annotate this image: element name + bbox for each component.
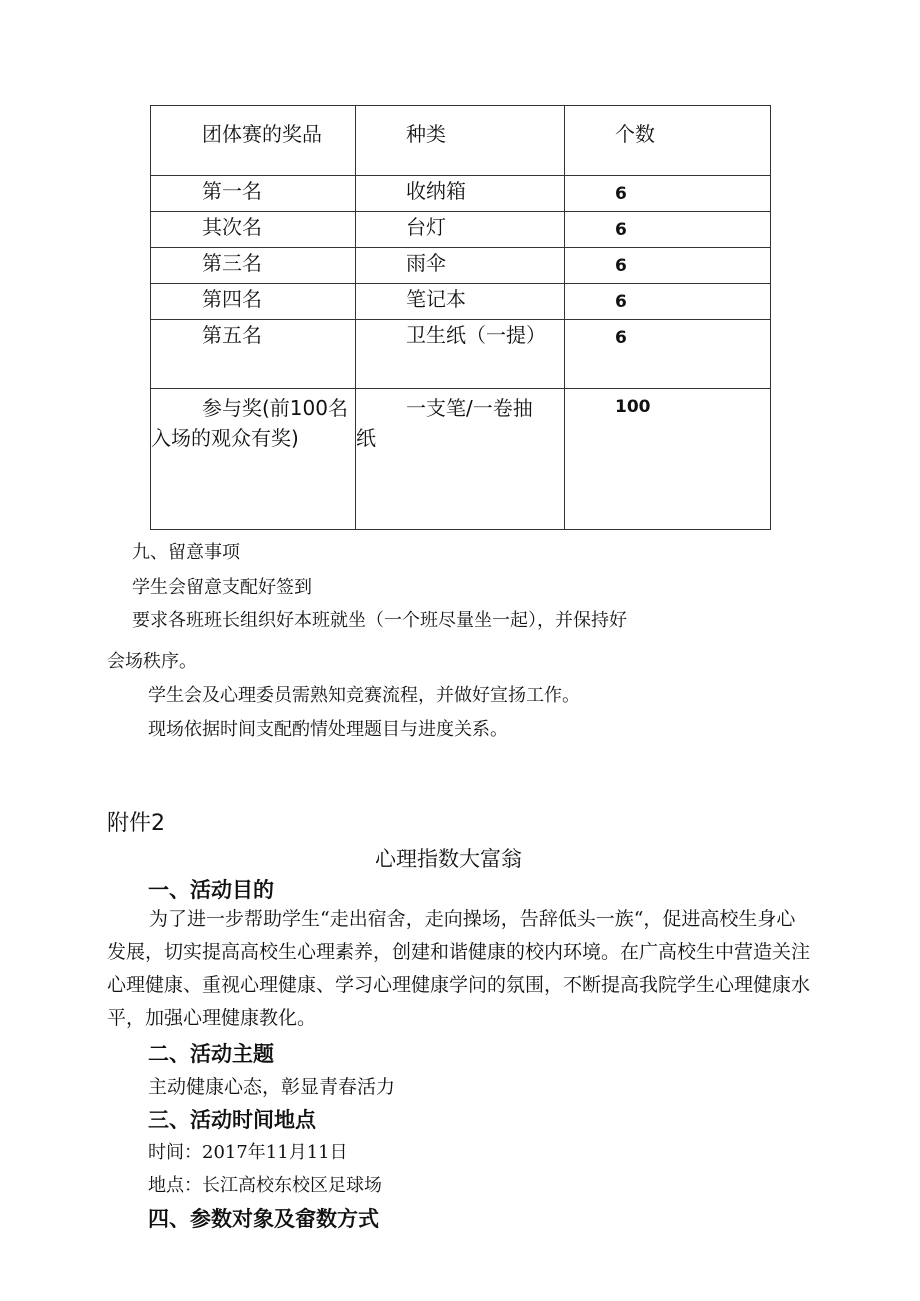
rank-cell: 其次名 [151, 212, 356, 248]
appendix-label: 附件2 [107, 811, 165, 836]
item-cell: 台灯 [356, 212, 565, 248]
note-item: 学生会留意支配好签到 [132, 577, 312, 598]
table-row [151, 248, 771, 284]
section-body: 为了进一步帮助学生“走出宿舍，走向操场，告辞低头一族“，促进高校生身心发展，切实提高高校生心理素养，创建和谐健康的校内环境。在广高校生中营造关注心理健康、重视心理健康、学习心理健康学问的氛围，不断提高我院学生心理健康水平，加强心理健康教化。 [107, 908, 811, 1029]
table-header-row [151, 106, 771, 176]
item-cell: 收纳箱 [356, 176, 565, 212]
section-heading: 二、活动主题 [148, 1042, 274, 1066]
note-item: 会场秩序。 [107, 651, 197, 672]
participation-rank-line1: 参与奖(前100名 [202, 396, 348, 420]
header-cell: 团体赛的奖品 [151, 106, 356, 176]
item-cell: 卫生纸（一提） [356, 320, 565, 389]
header-cell: 个数 [565, 106, 771, 176]
participation-rank-line2: 入场的观众有奖) [151, 426, 299, 450]
section-body: 主动健康心态，彰显青春活力 [148, 1076, 396, 1098]
table-row [151, 212, 771, 248]
note-item: 要求各班班长组织好本班就坐（一个班尽量坐一起），并保持好 [132, 610, 627, 631]
section-heading: 四、参数对象及畲数方式 [148, 1207, 379, 1231]
note-item: 学生会及心理委员需熟知竞赛流程，并做好宣扬工作。 [148, 685, 580, 706]
item-cell: 笔记本 [356, 284, 565, 320]
count-cell: 6 [565, 284, 771, 320]
rank-cell [151, 389, 356, 530]
table-row-participation [151, 389, 771, 530]
notes-heading: 九、留意事项 [132, 542, 240, 563]
table-row [151, 320, 771, 389]
section-heading: 一、活动目的 [148, 878, 274, 902]
participation-item-line2: 纸 [356, 426, 376, 450]
item-cell: 雨伞 [356, 248, 565, 284]
table-row [151, 176, 771, 212]
count-cell: 100 [565, 389, 771, 530]
header-cell: 种类 [356, 106, 565, 176]
event-place: 地点：长江高校东校区足球场 [148, 1175, 382, 1196]
rank-cell: 第三名 [151, 248, 356, 284]
count-cell: 6 [565, 176, 771, 212]
section-heading: 三、活动时间地点 [148, 1108, 316, 1132]
item-cell [356, 389, 565, 530]
table-row [151, 284, 771, 320]
count-cell: 6 [565, 212, 771, 248]
prize-table [150, 105, 771, 530]
appendix-title: 心理指数大富翁 [375, 847, 522, 871]
count-cell: 6 [565, 320, 771, 389]
participation-item-line1: 一支笔/一卷抽 [406, 396, 533, 420]
rank-cell: 第四名 [151, 284, 356, 320]
note-item: 现场依据时间支配酌情处理题目与进度关系。 [148, 719, 508, 740]
rank-cell: 第五名 [151, 320, 356, 389]
count-cell: 6 [565, 248, 771, 284]
event-time: 时间：2017年11月11日 [148, 1142, 348, 1163]
rank-cell: 第一名 [151, 176, 356, 212]
